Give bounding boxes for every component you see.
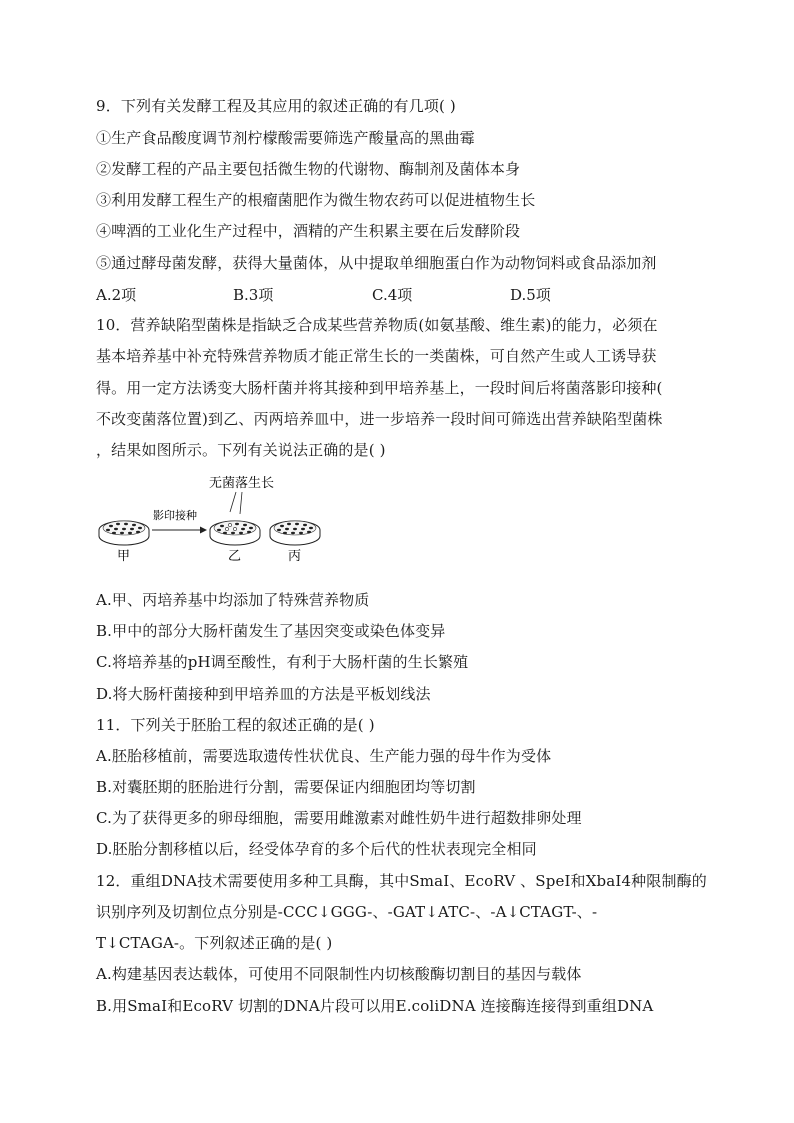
q10-option-d: D.将大肠杆菌接种到甲培养皿的方法是平板划线法	[96, 685, 431, 703]
dish-a	[99, 521, 149, 545]
q9-option-a: A.2项	[96, 286, 137, 304]
pointer-line-1	[230, 492, 236, 512]
replica-arrow-head	[200, 527, 207, 534]
q11-option-d: D.胚胎分割移植以后，经受体孕育的多个后代的性状表现完全相同	[96, 840, 537, 858]
q9-stem: 9．下列有关发酵工程及其应用的叙述正确的有几项( )	[96, 97, 456, 115]
dish-c	[270, 521, 320, 545]
q9-options	[96, 284, 716, 304]
dish-label-a: 甲	[117, 549, 131, 564]
q10-stem-line-1: 10．营养缺陷型菌株是指缺乏合成某些营养物质(如氨基酸、维生素)的能力，必须在	[96, 316, 658, 334]
q12-stem-line-2: 识别序列及切割位点分别是-CCC↓GGG-、-GAT↓ATC-、-A↓CTAGT-、-	[96, 903, 598, 921]
q12-option-b: B.用SmaI和EcoRV 切割的DNA片段可以用E.coliDNA 连接酶连接得到重组DNA	[96, 997, 654, 1015]
figure-caption-no-colony: 无菌落生长	[209, 476, 275, 491]
q10-option-a: A.甲、丙培养基中均添加了特殊营养物质	[96, 591, 370, 609]
q10-stem-line-3: 得。用一定方法诱变大肠杆菌并将其接种到甲培养基上，一段时间后将菌落影印接种(	[96, 379, 663, 397]
dish-b	[210, 521, 260, 545]
q9-item-3: ③利用发酵工程生产的根瘤菌肥作为微生物农药可以促进植物生长	[96, 191, 536, 209]
q9-item-1: ①生产食品酸度调节剂柠檬酸需要筛选产酸量高的黑曲霉	[96, 129, 475, 147]
q9-option-d: D.5项	[510, 286, 551, 304]
q9-option-c: C.4项	[372, 286, 413, 304]
q9-option-b: B.3项	[233, 286, 274, 304]
q9-item-4: ④啤酒的工业化生产过程中，酒精的产生积累主要在后发酵阶段	[96, 222, 521, 240]
q9-item-5: ⑤通过酵母菌发酵，获得大量菌体，从中提取单细胞蛋白作为动物饲料或食品添加剂	[96, 254, 657, 272]
q9-item-2: ②发酵工程的产品主要包括微生物的代谢物、酶制剂及菌体本身	[96, 160, 521, 178]
pointer-line-2	[240, 492, 242, 514]
q11-option-a: A.胚胎移植前，需要选取遗传性状优良、生产能力强的母牛作为受体	[96, 747, 552, 765]
q11-option-b: B.对囊胚期的胚胎进行分割，需要保证内细胞团均等切割	[96, 778, 476, 796]
dish-label-c: 丙	[288, 549, 302, 564]
q10-stem-line-4: 不改变菌落位置)到乙、丙两培养皿中，进一步培养一段时间可筛选出营养缺陷型菌株	[96, 410, 663, 428]
q12-stem-line-3: T↓CTAGA-。下列叙述正确的是( )	[96, 934, 333, 952]
q11-stem: 11．下列关于胚胎工程的叙述正确的是( )	[96, 716, 375, 734]
dish-label-b: 乙	[228, 549, 242, 564]
q12-option-a: A.构建基因表达载体，可使用不同限制性内切核酸酶切割目的基因与载体	[96, 965, 582, 983]
q11-option-c: C.为了获得更多的卵母细胞，需要用雌激素对雌性奶牛进行超数排卵处理	[96, 809, 582, 827]
q12-stem-line-1: 12．重组DNA技术需要使用多种工具酶，其中SmaI、EcoRV 、SpeI和XbaI4种限制酶的	[96, 872, 707, 890]
q10-stem-line-5: ，结果如图所示。下列有关说法正确的是( )	[96, 441, 386, 459]
q10-option-c: C.将培养基的pH调至酸性，有利于大肠杆菌的生长繁殖	[96, 653, 469, 671]
q10-stem-line-2: 基本培养基中补充特殊营养物质才能正常生长的一类菌株，可自然产生或人工诱导获	[96, 347, 657, 365]
q10-option-b: B.甲中的部分大肠杆菌发生了基因突变或染色体变异	[96, 622, 446, 640]
arrow-label-replica: 影印接种	[153, 509, 197, 522]
replica-plating-figure	[96, 472, 326, 564]
